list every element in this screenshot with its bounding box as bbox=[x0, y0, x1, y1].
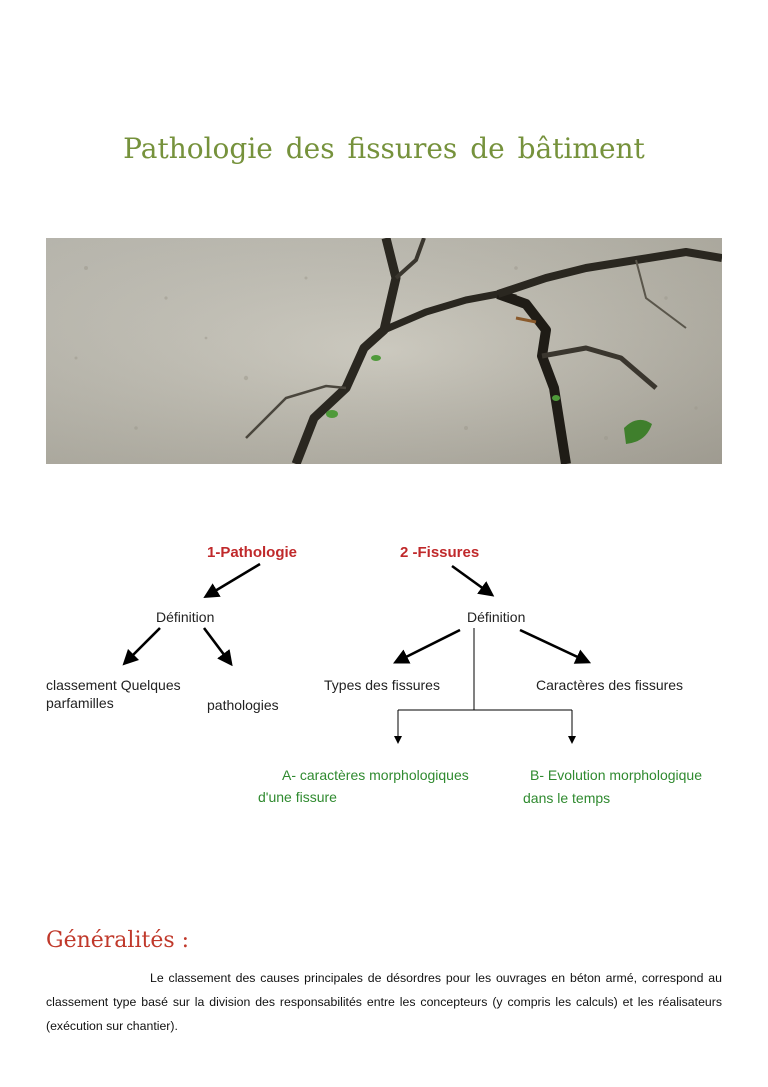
node-types-fissures: Types des fissures bbox=[324, 677, 440, 693]
node-morph-line1: A- caractères morphologiques bbox=[282, 767, 469, 783]
node-classement-line2: parfamilles bbox=[46, 695, 114, 711]
node-pathologie: 1-Pathologie bbox=[207, 544, 298, 561]
node-classement-line1: classement Quelques bbox=[46, 677, 181, 693]
generalites-paragraph: Le classement des causes principales de désordres pour les ouvrages en béton armé, correspond au classement type basé sur la division des responsabilités entre les concepteurs (y compris les calculs) et les réalisateurs (exécution sur chantier). bbox=[46, 971, 722, 1033]
concept-diagram bbox=[0, 530, 768, 820]
node-definition-right: Définition bbox=[467, 609, 526, 625]
document-title: Pathologie des fissures de bâtiment bbox=[123, 132, 645, 165]
node-evol-line2: dans le temps bbox=[523, 790, 611, 806]
node-evol-line1: B- Evolution morphologique bbox=[530, 767, 702, 783]
node-pathologies: pathologies bbox=[207, 697, 279, 713]
cracked-concrete-photo bbox=[46, 238, 722, 464]
node-morph-line2: d'une fissure bbox=[258, 789, 337, 805]
section-title-generalites: Généralités : bbox=[46, 928, 190, 953]
node-caracteres-fissures: Caractères des fissures bbox=[536, 677, 684, 693]
node-definition-left: Définition bbox=[156, 609, 215, 625]
node-fissures: 2 -Fissures bbox=[400, 544, 480, 561]
